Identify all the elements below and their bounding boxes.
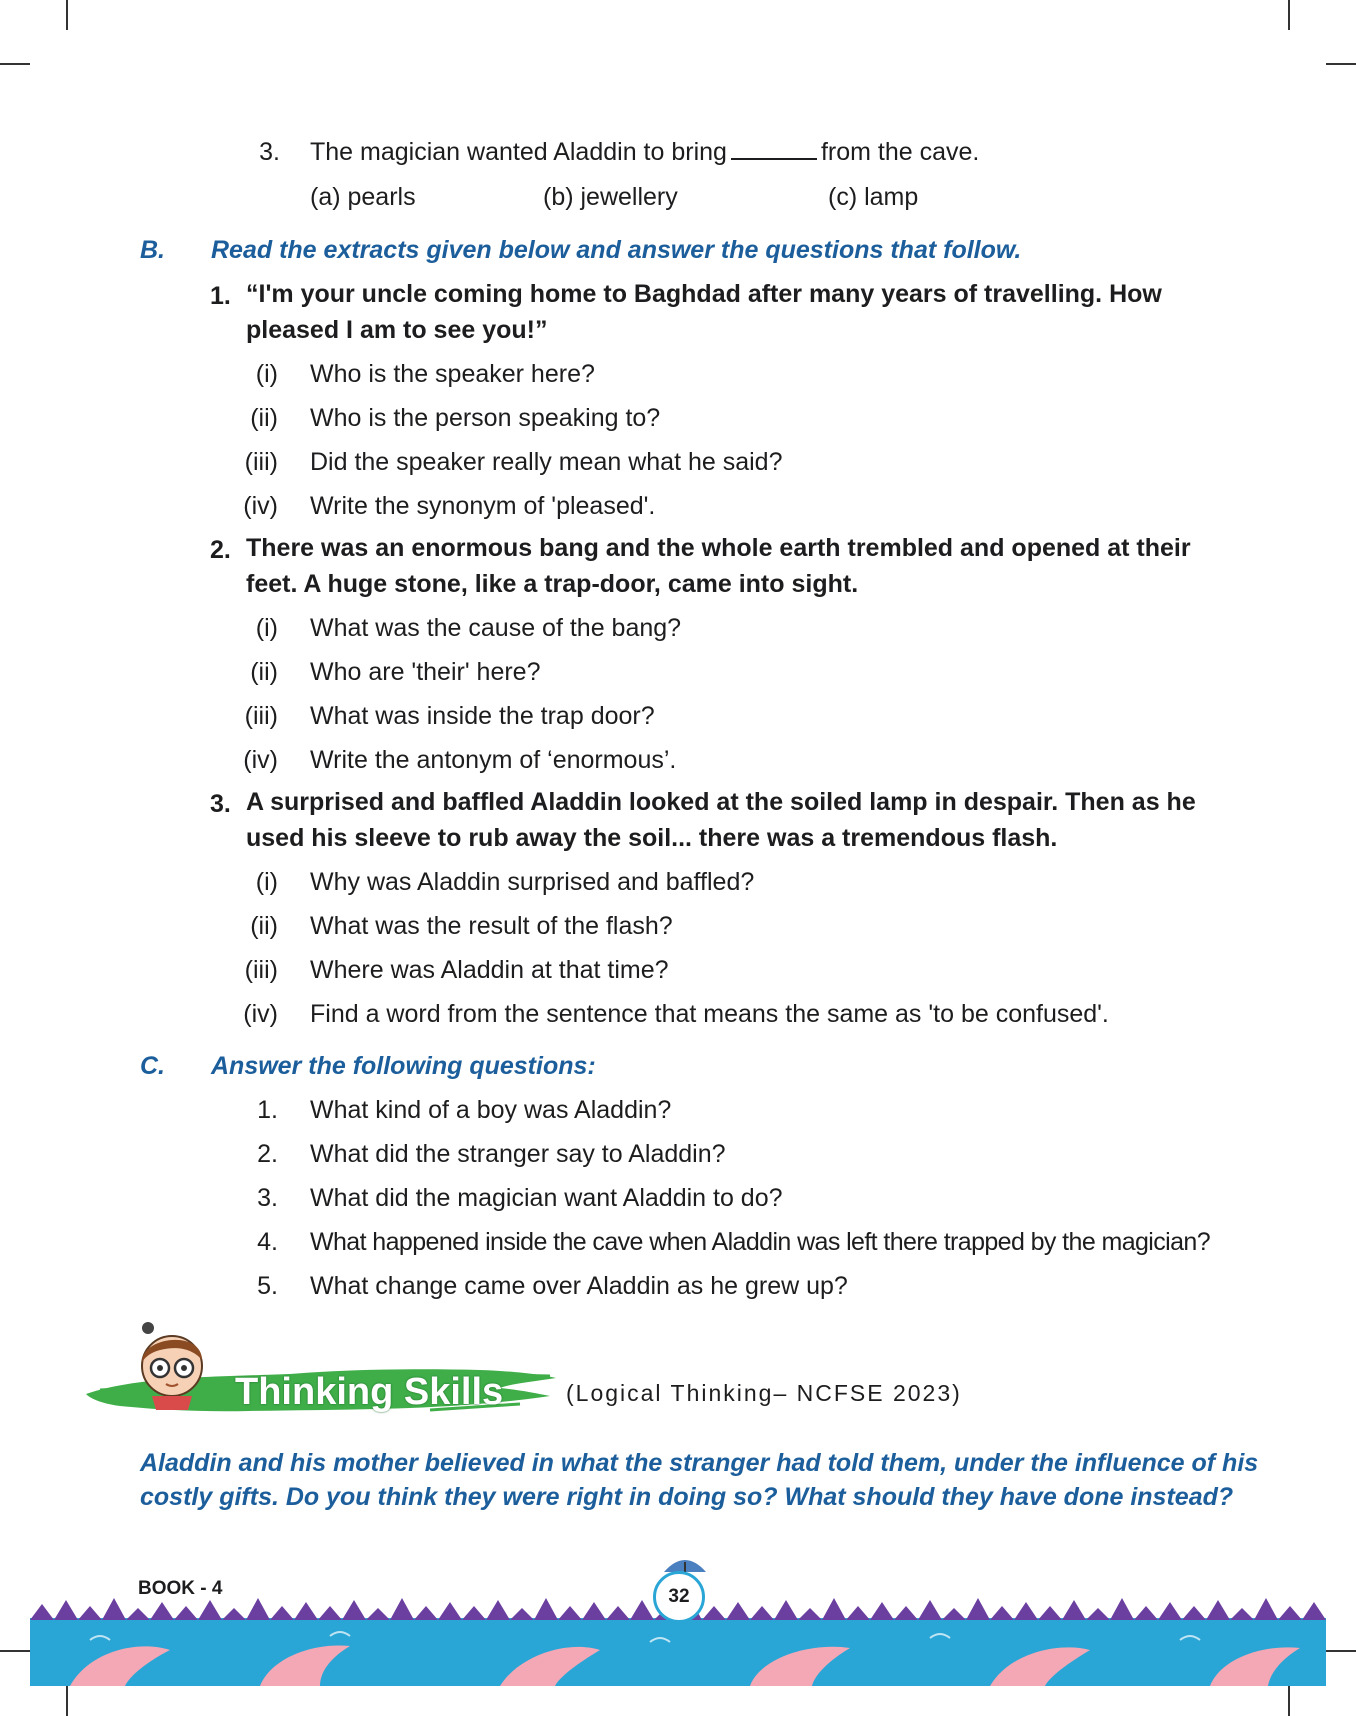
question-number: 3.: [257, 1184, 278, 1212]
crop-mark: [1326, 63, 1356, 65]
question-number: (iii): [244, 956, 278, 984]
extract-number: 3.: [210, 790, 231, 818]
question-text: What was the cause of the bang?: [310, 614, 682, 642]
answer-blank: [731, 138, 817, 160]
question-text: What happened inside the cave when Aladdin was left there trapped by the magician?: [310, 1228, 1211, 1256]
extract-number: 2.: [210, 536, 231, 564]
page-number-badge: [653, 1571, 705, 1623]
mcq-text-before: The magician wanted Aladdin to bring: [310, 138, 727, 166]
question-text: Why was Aladdin surprised and baffled?: [310, 868, 755, 896]
crop-mark: [66, 0, 68, 30]
mcq-question: [310, 138, 979, 167]
thinking-skills-subtitle: (Logical Thinking– NCFSE 2023): [566, 1380, 962, 1406]
question-number: 2.: [257, 1140, 278, 1168]
crop-mark: [1288, 0, 1290, 30]
question-text: What did the magician want Aladdin to do?: [310, 1184, 783, 1212]
question-text: Find a word from the sentence that means the same as 'to be confused'.: [310, 1000, 1109, 1028]
question-number: (i): [255, 360, 278, 388]
book-label: BOOK - 4: [138, 1578, 223, 1599]
question-text: Who is the speaker here?: [310, 360, 595, 388]
crop-mark: [1326, 1650, 1356, 1652]
question-number: (ii): [250, 658, 278, 686]
question-number: 1.: [257, 1096, 278, 1124]
question-number: (ii): [250, 912, 278, 940]
question-number: (iii): [244, 448, 278, 476]
water: [30, 1618, 1326, 1686]
mcq-text-after: from the cave.: [820, 138, 980, 166]
section-b-letter: B.: [140, 236, 165, 264]
question-number: 5.: [257, 1272, 278, 1300]
mcq-number: 3.: [259, 138, 280, 166]
question-number: (ii): [250, 404, 278, 432]
question-text: What kind of a boy was Aladdin?: [310, 1096, 672, 1124]
question-text: What change came over Aladdin as he grew up?: [310, 1272, 848, 1300]
thinking-skills-label: Thinking Skills: [235, 1371, 504, 1413]
extract-text: There was an enormous bang and the whole earth trembled and opened at their feet. A huge stone, like a trap-door, came into sight.: [246, 534, 1191, 598]
question-number: (iii): [244, 702, 278, 730]
question-text: Where was Aladdin at that time?: [310, 956, 669, 984]
question-text: Write the antonym of ‘enormous’.: [310, 746, 677, 774]
question-number: 4.: [257, 1228, 278, 1256]
page-number: 32: [668, 1586, 690, 1607]
mcq-option-a: (a) pearls: [310, 183, 416, 211]
crop-mark: [0, 63, 30, 65]
question-number: (iv): [243, 1000, 278, 1028]
extract-text: “I'm your uncle coming home to Baghdad after many years of travelling. How pleased I am to see you!”: [246, 280, 1162, 344]
question-text: Who are 'their' here?: [310, 658, 541, 686]
extract-number: 1.: [210, 282, 231, 310]
question-text: What did the stranger say to Aladdin?: [310, 1140, 726, 1168]
question-text: Write the synonym of 'pleased'.: [310, 492, 656, 520]
question-number: (iv): [243, 746, 278, 774]
question-text: Did the speaker really mean what he said?: [310, 448, 783, 476]
question-text: What was the result of the flash?: [310, 912, 673, 940]
mcq-option-c: (c) lamp: [828, 183, 919, 211]
section-c-letter: C.: [140, 1052, 165, 1080]
section-b-title: Read the extracts given below and answer the questions that follow.: [211, 236, 1022, 264]
crop-mark: [66, 1686, 68, 1716]
question-number: (i): [255, 868, 278, 896]
crop-mark: [0, 1650, 30, 1652]
question-text: Who is the person speaking to?: [310, 404, 661, 432]
extract-text: A surprised and baffled Aladdin looked at the soiled lamp in despair. Then as he used his sleeve to rub away the soil... there was a tremendous flash.: [246, 788, 1196, 852]
mcq-option-b: (b) jewellery: [543, 183, 678, 211]
crop-mark: [1288, 1686, 1290, 1716]
question-number: (iv): [243, 492, 278, 520]
section-c-title: Answer the following questions:: [211, 1052, 596, 1080]
thinking-question: Aladdin and his mother believed in what the stranger had told them, under the influence of his costly gifts. Do you think they were right in doing so? What should they have done instead?: [140, 1449, 1259, 1511]
question-text: What was inside the trap door?: [310, 702, 655, 730]
question-number: (i): [255, 614, 278, 642]
